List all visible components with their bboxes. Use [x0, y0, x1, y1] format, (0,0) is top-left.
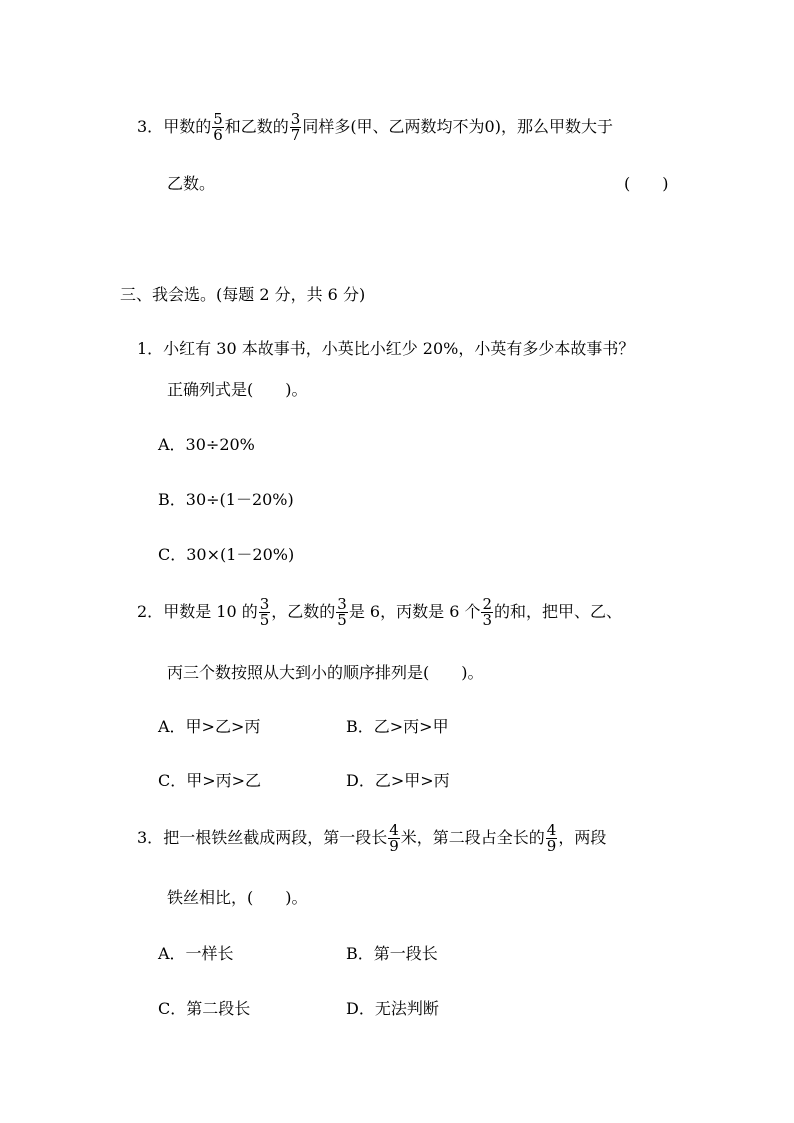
question-number: 3．	[137, 828, 164, 847]
choice-q1-line1: 1．小红有 30 本故事书，小英比小红少 20%，小英有多少本故事书？	[137, 339, 635, 358]
option-b[interactable]: B．乙>丙>甲	[346, 717, 449, 736]
question-number: 2．	[137, 602, 164, 621]
option-b[interactable]: B．30÷(1－20%)	[158, 490, 294, 509]
choice-q3-line2: 铁丝相比，( )。	[167, 888, 308, 907]
fraction: $\frac{3}{5}$	[259, 595, 270, 629]
option-a[interactable]: A．一样长	[158, 944, 234, 963]
option-a[interactable]: A．甲>乙>丙	[158, 717, 261, 736]
fraction: $\frac{3}{7}$	[290, 110, 301, 144]
fraction: $\frac{4}{9}$	[546, 821, 557, 855]
option-b[interactable]: B．第一段长	[346, 944, 438, 963]
question-number: 3．	[137, 117, 164, 136]
judge-q3-line1: 3．甲数的 $\frac{5}{6}$ 和乙数的 $\frac{3}{7}$ 同样多(甲、乙两数均不为0)，那么甲数大于	[137, 110, 613, 144]
fraction: $\frac{3}{5}$	[337, 595, 347, 629]
option-d[interactable]: D．无法判断	[346, 999, 439, 1018]
judge-q3-line2: 乙数。	[167, 174, 216, 193]
option-c[interactable]: C．甲>丙>乙	[158, 771, 262, 790]
choice-q2-line1: 2．甲数是 10 的 $\frac{3}{5}$ ，乙数的 $\frac{3}{5}$ 是 6，丙数是 6 个 $\frac{2}{3}$ 的和，把甲、乙、	[137, 595, 623, 629]
fraction: $\frac{2}{3}$	[482, 595, 493, 629]
fraction: $\frac{4}{9}$	[389, 821, 399, 855]
section-heading: 三、我会选。(每题 2 分，共 6 分)	[120, 285, 366, 304]
option-a[interactable]: A．30÷20%	[158, 435, 255, 454]
choice-q2-line2: 丙三个数按照从大到小的顺序排列是( )。	[167, 663, 484, 682]
fraction: $\frac{5}{6}$	[213, 110, 223, 144]
option-c[interactable]: C．第二段长	[158, 999, 251, 1018]
answer-bracket[interactable]: ( )	[624, 174, 669, 193]
option-c[interactable]: C．30×(1－20%)	[158, 545, 295, 564]
choice-q3-line1: 3．把一根铁丝截成两段，第一段长 $\frac{4}{9}$ 米，第二段占全长的 $\frac{4}{9}$ ，两段	[137, 821, 607, 855]
choice-q1-line2: 正确列式是( )。	[167, 380, 308, 399]
option-d[interactable]: D．乙>甲>丙	[346, 771, 450, 790]
